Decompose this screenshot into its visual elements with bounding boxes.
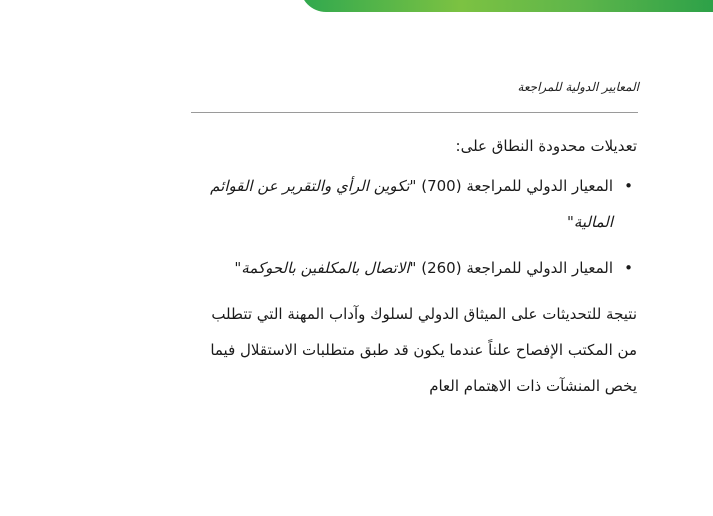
bullet-icon: • xyxy=(624,259,633,277)
item-title: "الاتصال بالمكلفين بالحوكمة" xyxy=(234,259,417,277)
closing-paragraph: نتيجة للتحديثات على الميثاق الدولي لسلوك وآداب المهنة التي تتطلب من المكتب الإفصاح علناً عندما يكون قد طبق متطلبات الاستقلال فيما يخص المنشآت ذات الاهتمام العام xyxy=(210,305,637,395)
main-content xyxy=(197,128,637,404)
item-prefix: المعيار الدولي للمراجعة (700) xyxy=(416,177,613,195)
running-header: المعايير الدولية للمراجعة xyxy=(517,80,639,94)
item-prefix: المعيار الدولي للمراجعة (260) xyxy=(416,259,613,277)
top-accent-bar xyxy=(300,0,713,12)
item-title: "تكوين الرأي والتقرير عن القوائم المالية" xyxy=(210,177,613,231)
list-item xyxy=(197,250,637,286)
intro-text: تعديلات محدودة النطاق على: xyxy=(455,137,637,155)
header-divider xyxy=(191,112,638,113)
standards-list xyxy=(197,168,637,286)
list-item xyxy=(197,168,637,240)
bullet-icon: • xyxy=(624,177,633,195)
